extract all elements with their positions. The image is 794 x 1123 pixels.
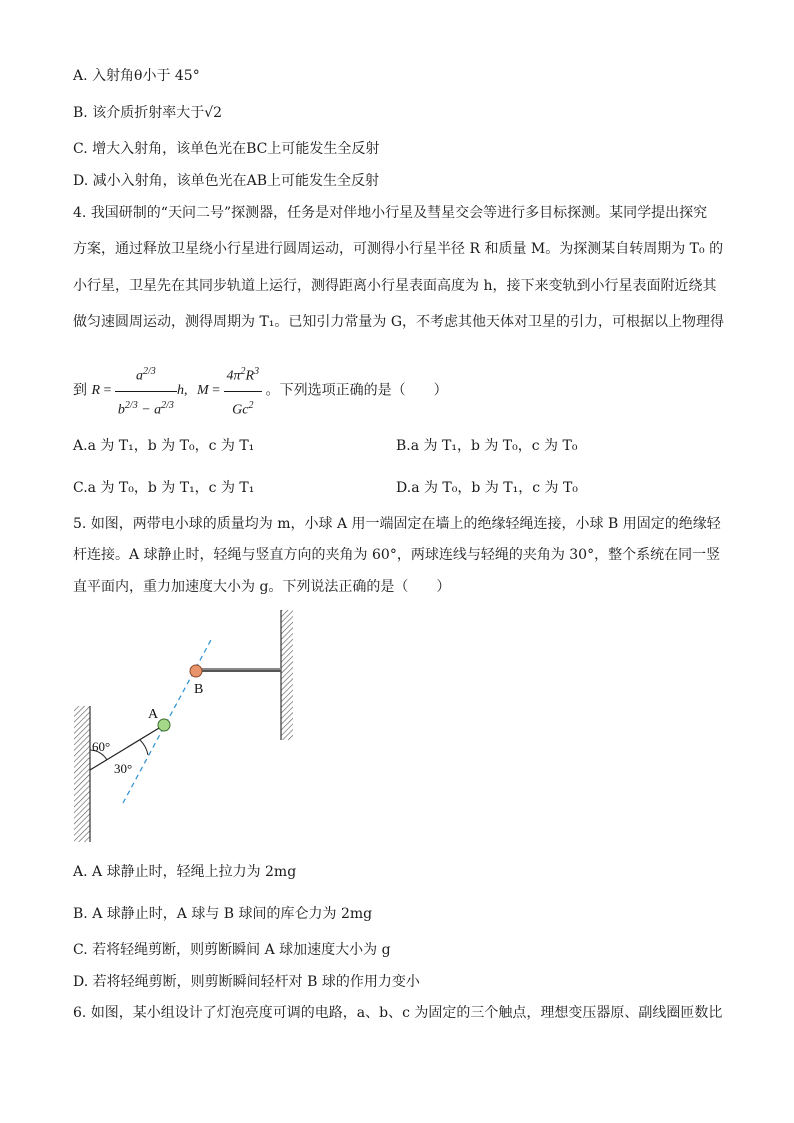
formula-suffix: 。下列选项正确的是（ ） <box>265 382 448 399</box>
q4-stem-line4: 做匀速圆周运动，测得周期为 T₁。已知引力常量为 G，不考虑其他天体对卫星的引力，可根据以上物理得 <box>73 314 725 330</box>
q4-option-a: A.a 为 T₁，b 为 T₀，c 为 T₁ <box>73 438 255 454</box>
q4-stem-line2: 方案，通过释放卫星绕小行星进行圆周运动，可测得小行星半径 R 和质量 M。为探测某自转周期为 T₀ 的 <box>73 241 724 257</box>
q4-option-b: B.a 为 T₁，b 为 T₀，c 为 T₀ <box>396 438 578 454</box>
q3-option-a: A. 入射角θ小于 45° <box>73 68 200 84</box>
q5-stem-line1: 5. 如图，两带电小球的质量均为 m，小球 A 用一端固定在墙上的绝缘轻绳连接，小球 B 用固定的绝缘轻 <box>73 516 721 532</box>
formula-prefix: 到 <box>73 382 87 399</box>
ball-b <box>190 665 202 677</box>
q4-stem-line1: 4. 我国研制的“天问二号”探测器，任务是对伴地小行星及彗星交会等进行多目标探测。某同学提出探究 <box>73 205 708 221</box>
label-b: B <box>194 682 204 697</box>
right-wall-hatch <box>281 610 293 740</box>
angle-label-30: 30° <box>114 761 133 776</box>
q6-stem-line1: 6. 如图，某小组设计了灯泡亮度可调的电路，a、b、c 为固定的三个触点，理想变压器原、副线圈匝数比 <box>73 1005 723 1021</box>
q5-option-b: B. A 球静止时，A 球与 B 球间的库仑力为 2mg <box>73 906 373 922</box>
left-wall-hatch <box>74 706 90 842</box>
q3-option-d: D. 减小入射角，该单色光在AB上可能发生全反射 <box>73 173 380 189</box>
q4-formula-line <box>73 358 448 424</box>
q4-option-c: C.a 为 T₀，b 为 T₁，c 为 T₁ <box>73 480 255 496</box>
q4-stem-line3: 小行星，卫星先在其同步轨道上运行，测得距离小行星表面高度为 h，接下来变轨到小行星表面附近绕其 <box>73 278 717 294</box>
ball-a <box>158 719 170 731</box>
q3-option-b: B. 该介质折射率大于√2 <box>73 105 223 121</box>
q5-option-a: A. A 球静止时，轻绳上拉力为 2mg <box>73 864 297 880</box>
q3-option-c: C. 增大入射角，该单色光在BC上可能发生全反射 <box>73 141 380 157</box>
label-a: A <box>148 707 159 722</box>
q5-option-d: D. 若将轻绳剪断，则剪断瞬间轻杆对 B 球的作用力变小 <box>73 974 420 990</box>
formula-r: R = $\frac{a^{2/3}}{b^{2/3} - a^{2/3}}$ h, <box>91 383 190 398</box>
q5-figure <box>60 600 310 850</box>
q5-stem-line2: 杆连接。A 球静止时，轻绳与竖直方向的夹角为 60°，两球连线与轻绳的夹角为 30°，整个系统在同一竖 <box>73 547 721 563</box>
q5-option-c: C. 若将轻绳剪断，则剪断瞬间 A 球加速度大小为 g <box>73 942 391 958</box>
angle-label-60: 60° <box>92 739 111 754</box>
q5-stem-line3: 直平面内，重力加速度大小为 g。下列说法正确的是（ ） <box>73 579 451 595</box>
q4-option-d: D.a 为 T₀，b 为 T₁，c 为 T₀ <box>396 480 578 496</box>
formula-m: M = $\frac{4\pi^2R^3}{Gc^2}$ <box>197 383 266 398</box>
angle-arc-30 <box>140 740 148 755</box>
